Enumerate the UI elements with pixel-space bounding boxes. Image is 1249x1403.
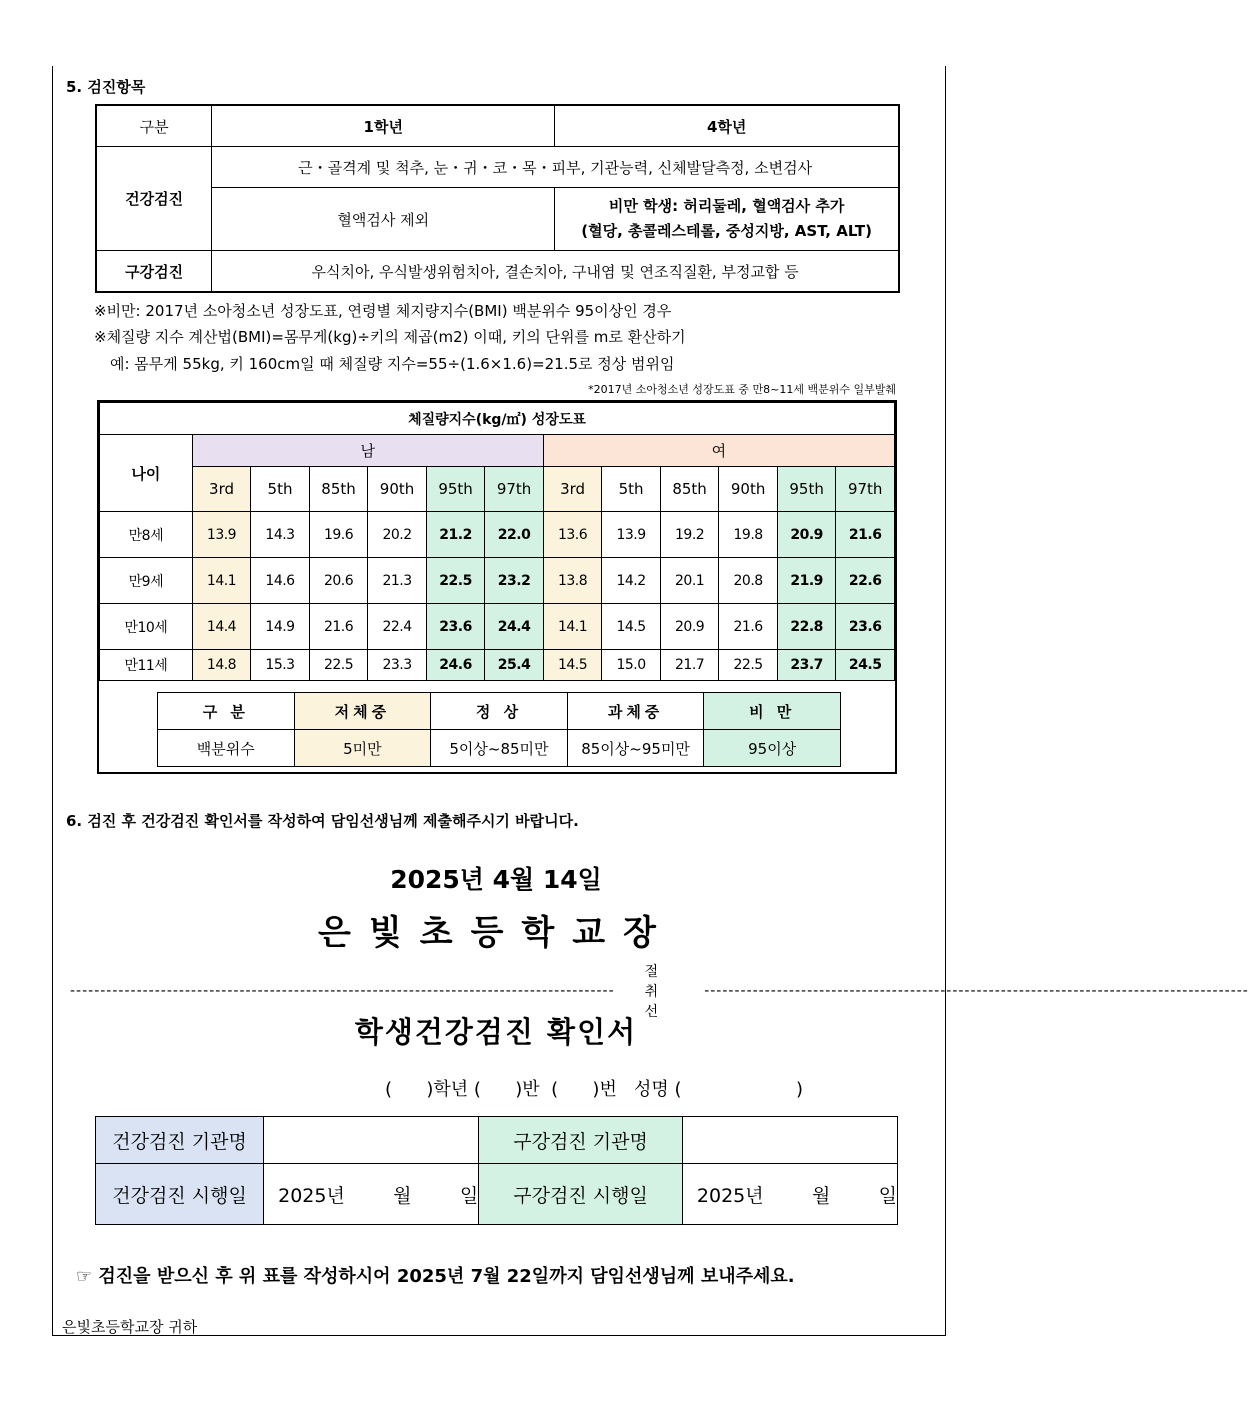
female-percentile-90th: 90th xyxy=(719,467,778,512)
female-bmi-value: 20.1 xyxy=(660,558,719,604)
female-bmi-value: 22.6 xyxy=(836,558,895,604)
female-bmi-value: 14.1 xyxy=(543,604,602,650)
female-bmi-value: 21.6 xyxy=(836,512,895,558)
female-bmi-value: 22.8 xyxy=(777,604,836,650)
bmi-chart-box xyxy=(97,400,897,774)
female-percentile-95th: 95th xyxy=(777,467,836,512)
grade1-blood-test: 혈액검사 제외 xyxy=(212,188,555,251)
grade1-header: 1학년 xyxy=(212,105,555,147)
male-bmi-value: 22.4 xyxy=(368,604,427,650)
male-bmi-value: 25.4 xyxy=(485,650,544,681)
male-bmi-value: 21.6 xyxy=(309,604,368,650)
male-bmi-value: 13.9 xyxy=(192,512,251,558)
obesity-note: ※비만: 2017년 소아청소년 성장도표, 연령별 체지량지수(BMI) 백분위수 95이상인 경우 xyxy=(94,302,672,320)
female-percentile-5th: 5th xyxy=(602,467,661,512)
grade4-blood-line2: (혈당, 총콜레스테롤, 중성지방, AST, ALT) xyxy=(581,222,872,240)
female-bmi-value: 22.5 xyxy=(719,650,778,681)
bmi-row xyxy=(100,650,895,681)
male-bmi-value: 24.4 xyxy=(485,604,544,650)
cut-dash-left: ------------------------------------------------------------------------------------------ xyxy=(70,983,615,999)
male-header: 남 xyxy=(192,435,543,467)
male-bmi-value: 22.0 xyxy=(485,512,544,558)
male-bmi-value: 14.3 xyxy=(251,512,310,558)
age-cell: 만10세 xyxy=(100,604,193,650)
health-institution-field[interactable] xyxy=(264,1117,479,1164)
bmi-row xyxy=(100,512,895,558)
age-cell: 만8세 xyxy=(100,512,193,558)
legend-row-label: 백분위수 xyxy=(158,730,295,767)
female-bmi-value: 13.9 xyxy=(602,512,661,558)
bmi-formula-note: ※체질량 지수 계산법(BMI)=몸무게(kg)÷키의 제곱(m2) 이때, 키의 단위를 m로 환산하기 xyxy=(94,328,686,346)
health-date-label: 건강검진 시행일 xyxy=(96,1164,264,1225)
female-bmi-value: 23.7 xyxy=(777,650,836,681)
male-bmi-value: 22.5 xyxy=(426,558,485,604)
bmi-example-note: 예: 몸무게 55kg, 키 160cm일 때 체질량 지수=55÷(1.6×1.6)=21.5로 정상 범위임 xyxy=(110,355,675,373)
health-date-field[interactable]: 2025년 월 일 xyxy=(264,1164,479,1225)
cut-dash-right: ------------------------------------------------------------------------------------------ xyxy=(704,983,1249,999)
male-bmi-value: 21.3 xyxy=(368,558,427,604)
male-bmi-value: 21.2 xyxy=(426,512,485,558)
female-percentile-3rd: 3rd xyxy=(543,467,602,512)
female-percentile-97th: 97th xyxy=(836,467,895,512)
grade4-blood-test xyxy=(555,188,899,251)
cut-label: 절취선 xyxy=(644,964,675,1020)
form-title: 학생건강검진 확인서 xyxy=(354,1015,638,1049)
legend-category-name: 정 상 xyxy=(431,693,568,730)
legend-category-name: 저체중 xyxy=(294,693,431,730)
female-bmi-value: 21.7 xyxy=(660,650,719,681)
age-header: 나이 xyxy=(100,435,193,512)
male-percentile-90th: 90th xyxy=(368,467,427,512)
female-bmi-value: 14.5 xyxy=(602,604,661,650)
oral-date-label: 구강검진 시행일 xyxy=(479,1164,683,1225)
male-percentile-95th: 95th xyxy=(426,467,485,512)
bmi-row xyxy=(100,558,895,604)
section5-heading: 5. 검진항목 xyxy=(66,78,146,96)
female-bmi-value: 19.2 xyxy=(660,512,719,558)
male-percentile-5th: 5th xyxy=(251,467,310,512)
male-bmi-value: 14.1 xyxy=(192,558,251,604)
male-percentile-97th: 97th xyxy=(485,467,544,512)
female-bmi-value: 20.9 xyxy=(660,604,719,650)
female-header: 여 xyxy=(543,435,894,467)
return-instruction: ☞ 검진을 받으신 후 위 표를 작성하시어 2025년 7월 22일까지 담임선생님께 보내주세요. xyxy=(76,1266,795,1287)
section6-heading: 6. 검진 후 건강검진 확인서를 작성하여 담임선생님께 제출해주시기 바랍니다. xyxy=(66,812,579,830)
confirmation-form-table xyxy=(95,1116,898,1225)
male-bmi-value: 14.6 xyxy=(251,558,310,604)
female-bmi-value: 13.8 xyxy=(543,558,602,604)
male-bmi-value: 15.3 xyxy=(251,650,310,681)
female-bmi-value: 13.6 xyxy=(543,512,602,558)
grade4-header: 4학년 xyxy=(555,105,899,147)
female-bmi-value: 15.0 xyxy=(602,650,661,681)
principal-name: 은빛초등학교장 xyxy=(318,913,674,953)
exam-items-table xyxy=(95,104,900,293)
male-percentile-85th: 85th xyxy=(309,467,368,512)
legend-category-name: 비 만 xyxy=(704,693,841,730)
bmi-legend-table xyxy=(157,692,841,767)
female-bmi-value: 21.6 xyxy=(719,604,778,650)
male-bmi-value: 22.5 xyxy=(309,650,368,681)
male-bmi-value: 14.8 xyxy=(192,650,251,681)
male-bmi-value: 14.9 xyxy=(251,604,310,650)
health-exam-label: 건강검진 xyxy=(96,147,212,251)
male-bmi-value: 23.3 xyxy=(368,650,427,681)
male-bmi-value: 24.6 xyxy=(426,650,485,681)
oral-institution-field[interactable] xyxy=(682,1117,897,1164)
legend-category-range: 85이상~95미만 xyxy=(567,730,704,767)
legend-category-range: 95이상 xyxy=(704,730,841,767)
female-percentile-85th: 85th xyxy=(660,467,719,512)
female-bmi-value: 19.8 xyxy=(719,512,778,558)
female-bmi-value: 23.6 xyxy=(836,604,895,650)
legend-category-range: 5이상~85미만 xyxy=(431,730,568,767)
male-bmi-value: 20.6 xyxy=(309,558,368,604)
exam-col-header: 구분 xyxy=(96,105,212,147)
grade4-blood-line1: 비만 학생: 허리둘레, 혈액검사 추가 xyxy=(608,197,845,215)
student-info-line[interactable]: ( )학년 ( )반 ( )번 성명 ( ) xyxy=(385,1079,803,1100)
female-bmi-value: 20.8 xyxy=(719,558,778,604)
legend-header: 구 분 xyxy=(158,693,295,730)
oral-exam-label: 구강검진 xyxy=(96,251,212,293)
male-bmi-value: 14.4 xyxy=(192,604,251,650)
oral-institution-label: 구강검진 기관명 xyxy=(479,1117,683,1164)
male-bmi-value: 19.6 xyxy=(309,512,368,558)
age-cell: 만9세 xyxy=(100,558,193,604)
recipient: 은빛초등학교장 귀하 xyxy=(62,1318,198,1336)
female-bmi-value: 20.9 xyxy=(777,512,836,558)
female-bmi-value: 14.5 xyxy=(543,650,602,681)
oral-exam-items: 우식치아, 우식발생위험치아, 결손치아, 구내염 및 연조직질환, 부정교합 등 xyxy=(212,251,899,293)
notice-date: 2025년 4월 14일 xyxy=(390,865,602,894)
bmi-row xyxy=(100,604,895,650)
male-bmi-value: 20.2 xyxy=(368,512,427,558)
health-institution-label: 건강검진 기관명 xyxy=(96,1117,264,1164)
percentile-header-row xyxy=(100,467,895,512)
female-bmi-value: 21.9 xyxy=(777,558,836,604)
bmi-chart-title: 체질량지수(kg/㎡) 성장도표 xyxy=(100,403,895,435)
bmi-growth-table xyxy=(99,402,895,681)
legend-category-name: 과체중 xyxy=(567,693,704,730)
oral-date-field[interactable]: 2025년 월 일 xyxy=(682,1164,897,1225)
age-cell: 만11세 xyxy=(100,650,193,681)
male-percentile-3rd: 3rd xyxy=(192,467,251,512)
female-bmi-value: 14.2 xyxy=(602,558,661,604)
female-bmi-value: 24.5 xyxy=(836,650,895,681)
male-bmi-value: 23.6 xyxy=(426,604,485,650)
health-exam-common-items: 근・골격계 및 척추, 눈・귀・코・목・피부, 기관능력, 신체발달측정, 소변검사 xyxy=(212,147,899,188)
source-note: *2017년 소아청소년 성장도표 중 만8~11세 백분위수 일부발췌 xyxy=(588,383,896,396)
male-bmi-value: 23.2 xyxy=(485,558,544,604)
legend-category-range: 5미만 xyxy=(294,730,431,767)
